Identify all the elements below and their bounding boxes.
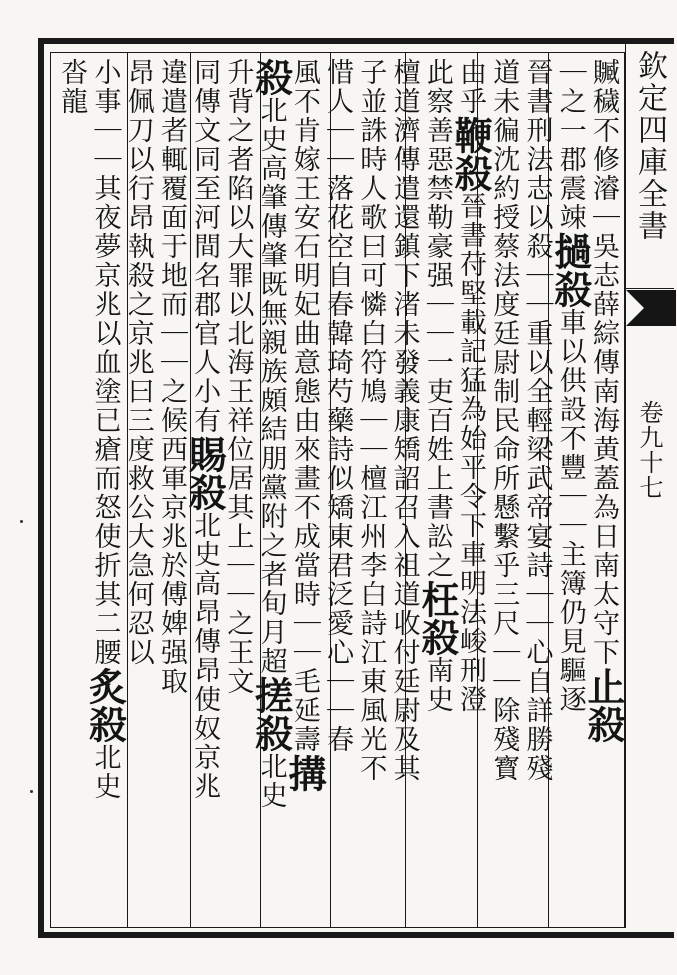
column-text: 晉書苻堅載記猛為始平令下車明法峻刑澄: [455, 192, 487, 714]
column-text: 沓龍: [56, 58, 88, 116]
text-column: [182, 58, 228, 924]
column-text: 風不肯嫁王安石明妃曲意態由來畫不成當時｜｜毛延壽: [288, 58, 320, 754]
text-column: [448, 58, 494, 924]
entry-heading: 賜殺: [182, 435, 228, 511]
column-text: 惜人｜｜落花空自春韓琦芍藥詩似矯東君泛愛心｜｜春: [322, 58, 354, 754]
entry-heading: 搓殺: [248, 676, 294, 752]
volume-label: 卷九十七: [635, 400, 663, 500]
column-text: 北史高昂傳昂使奴京兆: [189, 511, 221, 801]
column-text: 吳志薛綜傳南海黄蓋為日南太守下: [587, 232, 619, 667]
column-text: 違遣者輒覆面于地而｜｜之: [155, 58, 187, 406]
text-column: [321, 58, 354, 924]
text-column: [82, 58, 128, 924]
column-text: 車以供設不豐｜｜主簿仍見驅逐: [554, 308, 586, 714]
text-column: [414, 58, 460, 924]
column-text: 檀道濟傳遣還鎮下渚未發義康矯詔召入祖道收付廷尉及其: [388, 58, 420, 783]
column-text: 候西軍京兆於傅婢强取: [155, 406, 187, 696]
text-column: [547, 58, 593, 924]
column-text: 王文: [222, 638, 254, 696]
entry-heading: 殺: [248, 58, 294, 96]
column-text: 道未徧沈約授蔡法度廷尉制民命所懸繫乎三尺｜｜除殘寳: [488, 58, 520, 783]
column-text: 南史: [421, 656, 453, 714]
column-text: 由乎: [455, 58, 487, 116]
column-text: 北史高肇傳肇既無親族頗結朋黨附之者旬月超: [255, 96, 287, 676]
column-text: 此: [421, 58, 453, 87]
column-text: 同傳文同至河間名郡官人小有: [189, 58, 221, 435]
column-text: 小事｜｜其夜夢京兆以血塗已瘡而怒使折其二腰: [89, 58, 121, 667]
column-text: 察善惡禁勒豪强｜｜一吏百姓上書訟之: [421, 87, 453, 580]
book-title: 欽定四庫全書: [632, 50, 667, 242]
column-text: ｜之一郡震竦: [554, 58, 586, 232]
column-text: 北史: [255, 752, 287, 810]
text-column: [248, 58, 294, 924]
column-text: 北史: [89, 743, 121, 801]
text-column: [55, 58, 88, 924]
column-text: 昂佩刀以行昂執殺之京兆曰三度救公大急何忍以: [122, 58, 154, 667]
column-text: 子並誅時人歌曰可憐白符鳩｜｜檀江州李白詩江東風光不: [355, 58, 387, 783]
column-text: 晉書刑法志以殺｜｜重以全輕梁武帝宴詩｜｜心自詳勝殘: [521, 58, 553, 783]
column-text: 贓穢不修濬｜: [587, 58, 619, 232]
text-column: [387, 58, 420, 924]
entry-heading: 搆: [281, 754, 327, 792]
entry-heading: 止殺: [580, 667, 626, 743]
entry-heading: 炙殺: [82, 667, 128, 743]
text-column: [155, 58, 188, 924]
column-text: 升背之者陷以大罪以北海王祥位居其上｜｜之: [222, 58, 254, 638]
fishtail-mark-icon: [626, 288, 676, 328]
entry-heading: 鞭殺: [448, 116, 494, 192]
text-column: [281, 58, 327, 924]
text-column: [580, 58, 626, 924]
entry-heading: 撾殺: [547, 232, 593, 308]
paper-speck: [20, 520, 23, 523]
text-column: [354, 58, 387, 924]
text-column: [121, 58, 154, 924]
edge-rule: [626, 288, 674, 289]
text-column: [520, 58, 553, 924]
paper-speck: [30, 790, 33, 793]
entry-heading: 枉殺: [414, 580, 460, 656]
